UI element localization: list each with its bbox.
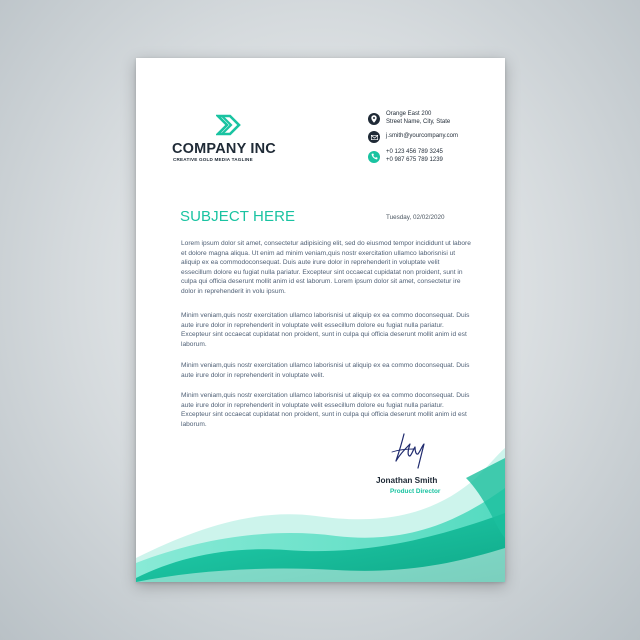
- phone-number-2[interactable]: +0 987 675 789 1239: [386, 156, 443, 163]
- decorative-wave-footer: [136, 58, 505, 582]
- signer-name: Jonathan Smith: [376, 476, 438, 485]
- body-paragraph-4: Minim veniam,quis nostr exercitation ullamco laborisnisi ut aliquip ex ea commo doconsequat. Duis aute irure dolor in reprehenderit in voluptate velit essecillum dolore eu fugiat nulla pariatur. Excepteur sint occaecat cupidatat non proident, sunt in culpa qui officia deserunt mollit anim id est laborum.: [181, 392, 470, 428]
- phone-number-1[interactable]: +0 123 456 789 3245: [386, 149, 443, 155]
- company-name: COMPANY INC: [172, 141, 276, 157]
- address-line-2: Street Name, City, State: [386, 118, 451, 125]
- body-paragraph-3: Minim veniam,quis nostr exercitation ullamco laborisnisi ut aliquip ex ea commo doconsequat. Duis aute irure dolor in reprehenderit in voluptate velit.: [181, 362, 470, 379]
- letterhead-page: [136, 58, 505, 582]
- body-paragraph-2: Minim veniam,quis nostr exercitation ullamco laborisnisi ut aliquip ex ea commo doconsequat. Duis aute irure dolor in reprehenderit in voluptate velit essecillum dolore eu fugiat nulla pariatur. Excepteur sint occaecat cupidatat non proident, sunt in culpa qui officia deserunt mollit anim id est laborum.: [181, 312, 470, 348]
- email-address[interactable]: j.smith@yourcompany.com: [386, 133, 458, 140]
- company-tagline: CREATIVE GOLD MEDIA TAGLINE: [173, 157, 253, 162]
- body-paragraph-1: Lorem ipsum dolor sit amet, consectetur adipisicing elit, sed do eiusmod tempor incididunt ut labore et dolore magna aliqua. Ut enim ad minim veniam,quis nostr exercitation ullamco laborisnisi ut aliquip ex ea commodoconsequat. Duis aute irure dolor in reprehenderit in voluptate velit essecillum dolore eu fugiat nulla pariatur. Excepteur sint occaecat cupidatat non proident, sunt in culpa qui officia deserunt mollit anim id est laborum. Lorem ipsum dolor sit amet, consectetur ire dolor in reprehenderit in volu ipsum.: [181, 240, 471, 295]
- letter-subject: SUBJECT HERE: [180, 208, 296, 225]
- address-line-1: Orange East 200: [386, 111, 432, 117]
- letter-date: Tuesday, 02/02/2020: [386, 214, 445, 221]
- signer-title: Product Director: [390, 488, 441, 495]
